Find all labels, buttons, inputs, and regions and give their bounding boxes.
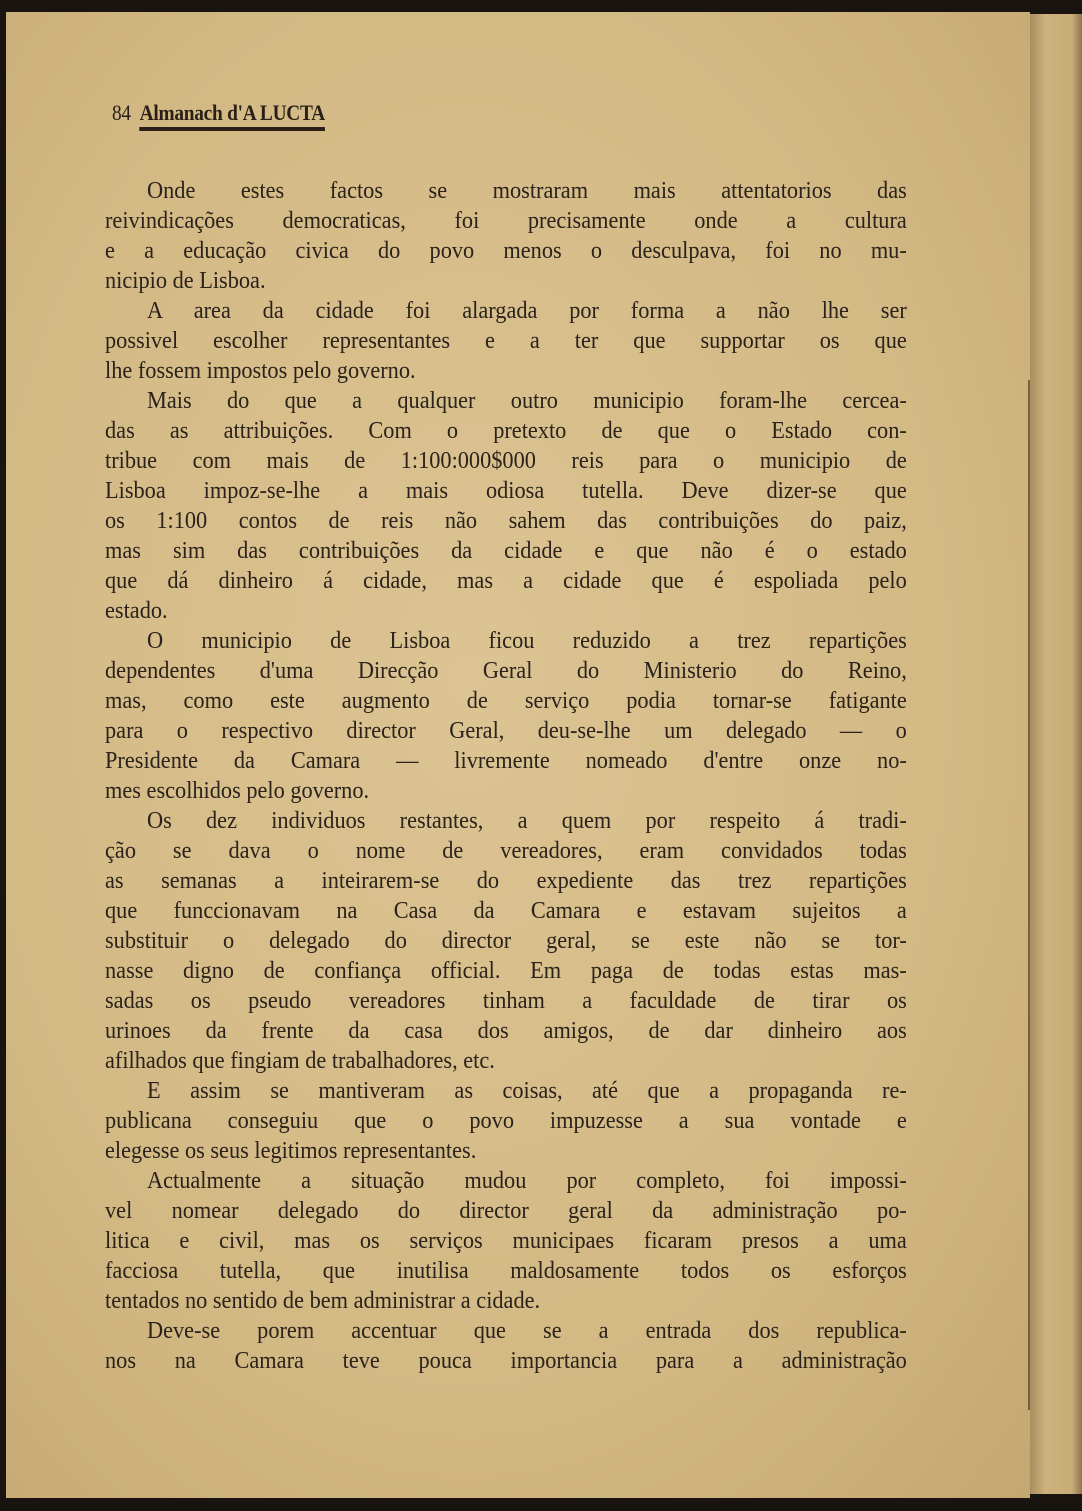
text-line-content: possivel escolher representantes e a ter que supportar os que: [105, 328, 907, 354]
text-line-content: lhe fossem impostos pelo governo.: [105, 358, 416, 384]
text-line-content: os 1:100 contos de reis não sahem das contribuições do paiz,: [105, 508, 907, 534]
text-line: [105, 866, 907, 896]
body-text: [105, 176, 907, 1376]
text-line-content: mas sim das contribuições da cidade e que não é o estado: [105, 538, 907, 564]
text-line: [105, 536, 907, 566]
text-line-content: estado.: [105, 598, 168, 624]
text-line: [105, 956, 907, 986]
text-line: [105, 1316, 907, 1346]
paragraph: [105, 386, 907, 626]
text-line: [105, 1286, 907, 1316]
text-line: [105, 596, 907, 626]
text-line-content: e a educação civica do povo menos o desculpava, foi no mu-: [105, 238, 907, 264]
text-line: [105, 236, 907, 266]
text-line-content: que funccionavam na Casa da Camara e estavam sujeitos a: [105, 898, 907, 924]
text-line-content: nicipio de Lisboa.: [105, 268, 266, 294]
text-line-content: litica e civil, mas os serviços municipaes ficaram presos a uma: [105, 1228, 907, 1254]
text-line: [105, 446, 907, 476]
text-line: [105, 1226, 907, 1256]
text-line: [105, 326, 907, 356]
text-line: [105, 1346, 907, 1376]
text-line: [105, 746, 907, 776]
text-line: [105, 806, 907, 836]
text-line: [105, 1016, 907, 1046]
text-line: [105, 1136, 907, 1166]
text-line: [105, 416, 907, 446]
text-line: [105, 1106, 907, 1136]
text-line: [105, 1196, 907, 1226]
text-line: [105, 716, 907, 746]
text-line-content: mes escolhidos pelo governo.: [105, 778, 370, 804]
text-line-content: afilhados que fingiam de trabalhadores, etc.: [105, 1048, 495, 1074]
text-line-content: para o respectivo director Geral, deu-se-lhe um delegado — o: [105, 718, 907, 744]
text-line: [105, 896, 907, 926]
text-line-content: Os dez individuos restantes, a quem por respeito á tradi-: [147, 808, 907, 834]
next-page-edge: [1030, 14, 1082, 1494]
text-line-content: Lisboa impoz-se-lhe a mais odiosa tutella. Deve dizer-se que: [105, 478, 907, 504]
text-line: [105, 1256, 907, 1286]
text-line-content: nos na Camara teve pouca importancia para a administração: [105, 1348, 907, 1374]
text-line-content: elegesse os seus legitimos representantes.: [105, 1138, 477, 1164]
text-line-content: urinoes da frente da casa dos amigos, de dar dinheiro aos: [105, 1018, 907, 1044]
text-line-content: que dá dinheiro á cidade, mas a cidade que é espoliada pelo: [105, 568, 907, 594]
page-number: 84: [112, 100, 131, 125]
text-line: [105, 476, 907, 506]
text-line-content: das as attribuições. Com o pretexto de que o Estado con-: [105, 418, 907, 444]
text-line-content: nasse digno de confiança official. Em paga de todas estas mas-: [105, 958, 907, 984]
text-line-content: Actualmente a situação mudou por completo, foi impossi-: [147, 1168, 907, 1194]
text-line-content: substituir o delegado do director geral, se este não se tor-: [105, 928, 907, 954]
text-line: [105, 266, 907, 296]
text-line-content: Onde estes factos se mostraram mais attentatorios das: [147, 178, 907, 204]
text-line-content: Deve-se porem accentuar que se a entrada dos republica-: [147, 1318, 907, 1344]
text-line: [105, 566, 907, 596]
almanac-title: Almanach d'A LUCTA: [140, 100, 325, 131]
paragraph: [105, 806, 907, 1076]
text-line-content: reivindicações democraticas, foi precisamente onde a cultura: [105, 208, 907, 234]
text-line: [105, 776, 907, 806]
text-line: [105, 176, 907, 206]
text-line-content: tribue com mais de 1:100:000$000 reis para o municipio de: [105, 448, 907, 474]
text-line: [105, 926, 907, 956]
text-line-content: vel nomear delegado do director geral da administração po-: [105, 1198, 907, 1224]
text-line-content: ção se dava o nome de vereadores, eram convidados todas: [105, 838, 907, 864]
running-header: [112, 100, 325, 126]
text-line-content: facciosa tutella, que inutilisa maldosamente todos os esforços: [105, 1258, 907, 1284]
text-line: [105, 206, 907, 236]
text-line: [105, 1076, 907, 1106]
text-line-content: E assim se mantiveram as coisas, até que a propaganda re-: [147, 1078, 907, 1104]
text-line: [105, 986, 907, 1016]
text-line: [105, 1046, 907, 1076]
paragraph: [105, 1316, 907, 1376]
text-line-content: O municipio de Lisboa ficou reduzido a trez repartições: [147, 628, 907, 654]
text-line: [105, 356, 907, 386]
text-line-content: A area da cidade foi alargada por forma a não lhe ser: [147, 298, 907, 324]
text-line: [105, 386, 907, 416]
text-line-content: publicana conseguiu que o povo impuzesse a sua vontade e: [105, 1108, 907, 1134]
text-line-content: Mais do que a qualquer outro municipio foram-lhe cercea-: [147, 388, 907, 414]
text-line: [105, 506, 907, 536]
page-gutter: [1028, 380, 1030, 1410]
text-line-content: dependentes d'uma Direcção Geral do Ministerio do Reino,: [105, 658, 907, 684]
text-line-content: as semanas a inteirarem-se do expediente das trez repartições: [105, 868, 907, 894]
text-line-content: mas, como este augmento de serviço podia tornar-se fatigante: [105, 688, 907, 714]
paragraph: [105, 176, 907, 296]
text-line: [105, 1166, 907, 1196]
text-line-content: tentados no sentido de bem administrar a cidade.: [105, 1288, 541, 1314]
text-line: [105, 296, 907, 326]
text-line: [105, 836, 907, 866]
text-line: [105, 686, 907, 716]
text-line: [105, 626, 907, 656]
text-line-content: sadas os pseudo vereadores tinham a faculdade de tirar os: [105, 988, 907, 1014]
paragraph: [105, 1076, 907, 1166]
paragraph: [105, 626, 907, 806]
paragraph: [105, 1166, 907, 1316]
text-line: [105, 656, 907, 686]
paragraph: [105, 296, 907, 386]
text-line-content: Presidente da Camara — livremente nomeado d'entre onze no-: [105, 748, 907, 774]
